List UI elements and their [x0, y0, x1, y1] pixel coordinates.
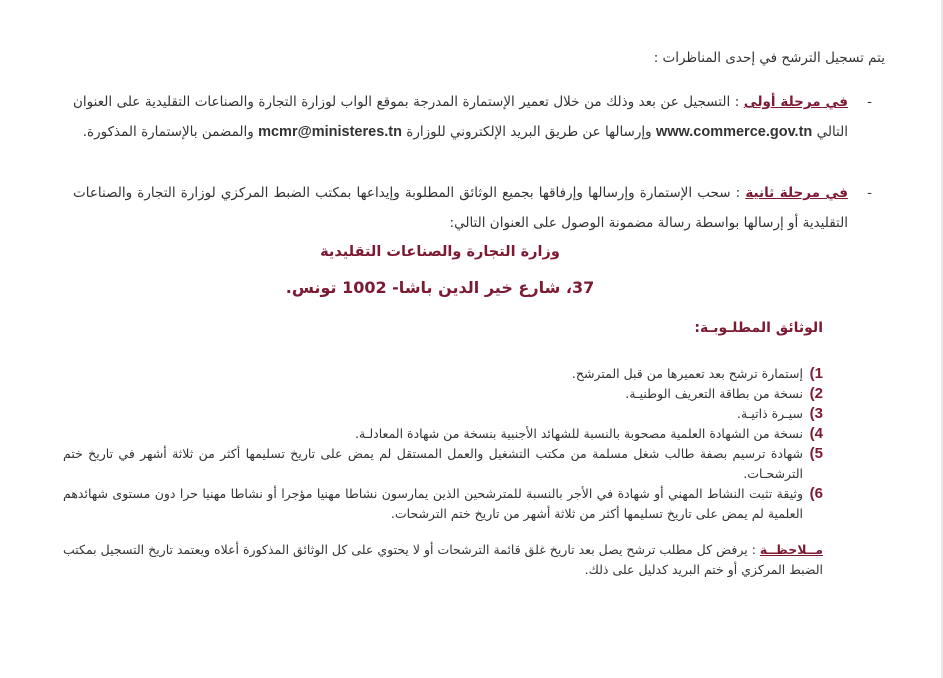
- note-text: : يرفض كل مطلب ترشح يصل بعد تاريخ غلق قائمة الترشحات أو لا يحتوي على كل الوثائق المذكورة أعلاه ويعتمد تاريخ التسجيل بمكتب الضبط المركزي أو ختم البريد كدليل على ذلك.: [63, 542, 823, 577]
- address-line-street: 37، شارع خير الدين باشا- 1002 تونس.: [285, 278, 595, 297]
- email-link[interactable]: mcmr@ministeres.tn: [258, 124, 402, 140]
- document-item-text: شهادة ترسيم بصفة طالب شغل مسلمة من مكتب التشغيل والعمل المستقل لم يمض على تاريخ تسليمها أكثر من ثلاثة أشهر في تاريخ ختم الترشحـات.: [63, 446, 803, 481]
- documents-heading: الوثائق المطلـوبـة:: [694, 320, 823, 336]
- bullet-dash: -: [867, 185, 872, 201]
- document-item-text: سيـرة ذاتيـة.: [737, 406, 803, 421]
- document-item-number: 4): [809, 425, 823, 442]
- document-item: [63, 444, 823, 484]
- phase-one-text-c: والمضمن بالإستمارة المذكورة.: [82, 124, 259, 140]
- document-item-text: وثيقة تثبت النشاط المهني أو شهادة في الأجر بالنسبة للمترشحين الذين يمارسون نشاطا مهنيا مؤجرا أو نشاطا مهنيا حرا دون مستوى شهائدهم العلمية لم يمض على تاريخ تسليمها أكثر من ثلاثة أشهر من تاريخ ختم الترشحات.: [63, 486, 803, 521]
- address-line-ministry: وزارة التجارة والصناعات التقليدية: [320, 244, 560, 260]
- phase-one-text-a: : التسجيل عن بعد وذلك من خلال تعمير الإستمارة المدرجة بموقع الواب لوزارة التجارة والصناعات التقليدية على العنوان التالي: [73, 94, 848, 140]
- intro-text: يتم تسجيل الترشح في إحدى المناظرات :: [653, 50, 885, 66]
- document-item-number: 2): [809, 385, 823, 402]
- document-item-number: 5): [809, 445, 823, 462]
- note-label: مــلاحظــة: [759, 542, 823, 557]
- document-item-number: 6): [809, 485, 823, 502]
- document-item-text: نسخة من الشهادة العلمية مصحوبة بالنسبة للشهائد الأجنبية بنسخة من شهادة المعادلـة.: [355, 426, 803, 441]
- bullet-dash: -: [867, 94, 872, 110]
- phase-one-paragraph: [73, 87, 872, 147]
- document-item-text: إستمارة ترشح بعد تعميرها من قبل المترشح.: [571, 366, 803, 381]
- document-item: [63, 404, 823, 424]
- document-item: [63, 384, 823, 404]
- website-link[interactable]: www.commerce.gov.tn: [655, 124, 813, 140]
- document-item: [63, 364, 823, 384]
- document-item-text: نسخة من بطاقة التعريف الوطنيـة.: [625, 386, 803, 401]
- document-item-number: 1): [809, 365, 823, 382]
- document-item: [63, 484, 823, 524]
- phase-two-label: في مرحلة ثانية: [745, 185, 848, 201]
- phase-two-paragraph: [73, 178, 872, 238]
- note-paragraph: [63, 540, 823, 580]
- phase-one-label: في مرحلة أولى: [743, 94, 849, 110]
- phase-two-text: : سحب الإستمارة وإرسالها وإرفاقها بجميع الوثائق المطلوبة وإيداعها بمكتب الضبط المركزي لوزارة التجارة والصناعات التقليدية أو إرسالها بواسطة رسالة مضمونة الوصول على العنوان التالي:: [73, 185, 848, 231]
- document-item-number: 3): [809, 405, 823, 422]
- document-item: [63, 424, 823, 444]
- documents-list: [63, 364, 823, 524]
- phase-one-text-b: وإرسالها عن طريق البريد الإلكتروني للوزارة: [401, 124, 656, 140]
